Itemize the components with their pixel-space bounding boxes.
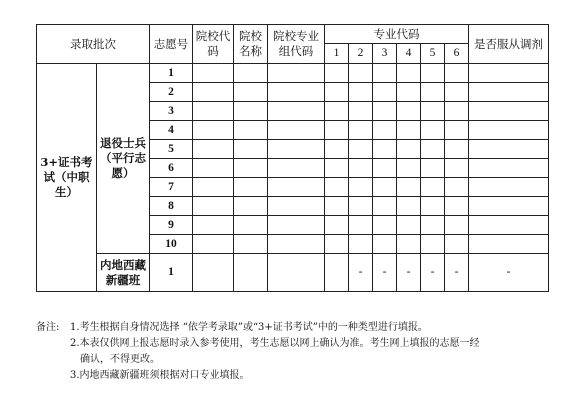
school-code-cell[interactable]	[193, 83, 234, 102]
volunteer-form-table	[36, 24, 549, 292]
major-code-cell-1[interactable]	[325, 102, 349, 121]
major-code-dash-4: -	[397, 254, 421, 292]
major-code-cell-4[interactable]	[397, 64, 421, 83]
major-code-cell-4[interactable]	[397, 140, 421, 159]
adjust-dash: -	[469, 254, 549, 292]
school-code-cell[interactable]	[193, 64, 234, 83]
major-code-dash-6: -	[445, 254, 469, 292]
major-code-cell-1[interactable]	[325, 140, 349, 159]
major-code-cell-3[interactable]	[373, 140, 397, 159]
table-row	[37, 64, 549, 83]
group-code-cell[interactable]	[268, 235, 325, 254]
volunteer-number: 3	[150, 102, 193, 121]
volunteer-number: 1	[150, 64, 193, 83]
major-code-cell-2[interactable]	[349, 83, 373, 102]
adjust-cell[interactable]	[469, 197, 549, 216]
major-code-cell-1[interactable]	[325, 197, 349, 216]
major-code-cell-3[interactable]	[373, 216, 397, 235]
school-name-cell[interactable]	[234, 197, 268, 216]
notes-label: 备注:	[36, 322, 60, 333]
major-code-cell-6[interactable]	[445, 178, 469, 197]
volunteer-number: 2	[150, 83, 193, 102]
school-name-cell[interactable]	[234, 216, 268, 235]
school-code-cell[interactable]	[193, 121, 234, 140]
school-name-cell[interactable]	[234, 178, 268, 197]
school-code-cell[interactable]	[193, 216, 234, 235]
major-col-1: 1	[325, 44, 349, 64]
group-code-cell[interactable]	[268, 178, 325, 197]
header-batch: 录取批次	[37, 25, 150, 64]
volunteer-number: 6	[150, 159, 193, 178]
school-code-cell[interactable]	[193, 197, 234, 216]
school-name-cell[interactable]	[234, 83, 268, 102]
major-code-cell-4[interactable]	[397, 102, 421, 121]
volunteer-number: 1	[150, 254, 193, 292]
major-code-cell-5[interactable]	[421, 64, 445, 83]
header-group-code: 院校专业组代码	[268, 25, 325, 64]
school-name-cell[interactable]	[234, 102, 268, 121]
major-code-cell-3[interactable]	[373, 121, 397, 140]
major-col-3: 3	[373, 44, 397, 64]
school-code-cell[interactable]	[193, 254, 234, 292]
group-code-cell[interactable]	[268, 254, 325, 292]
school-name-cell[interactable]	[234, 64, 268, 83]
adjust-cell[interactable]	[469, 140, 549, 159]
group-code-cell[interactable]	[268, 159, 325, 178]
group-code-cell[interactable]	[268, 140, 325, 159]
school-name-cell[interactable]	[234, 254, 268, 292]
header-volunteer-no: 志愿号	[150, 25, 193, 64]
adjust-cell[interactable]	[469, 235, 549, 254]
adjust-cell[interactable]	[469, 216, 549, 235]
major-code-cell-4[interactable]	[397, 235, 421, 254]
major-code-cell-5[interactable]	[421, 216, 445, 235]
header-school-code: 院校代码	[193, 25, 234, 64]
volunteer-number: 9	[150, 216, 193, 235]
note-item-2: 2.本表仅供网上报志愿时录入参考使用，考生志愿以网上确认为准。考生网上填报的志愿一经	[70, 338, 480, 349]
major-code-cell-5[interactable]	[421, 83, 445, 102]
major-code-cell-1[interactable]	[325, 121, 349, 140]
major-code-cell-5[interactable]	[421, 197, 445, 216]
major-code-cell-6[interactable]	[445, 121, 469, 140]
major-code-cell-6[interactable]	[445, 140, 469, 159]
major-code-cell-1[interactable]	[325, 254, 349, 292]
major-col-5: 5	[421, 44, 445, 64]
major-code-cell-3[interactable]	[373, 64, 397, 83]
note-item-3: 3.内地西藏新疆班须根据对口专业填报。	[70, 370, 250, 381]
school-name-cell[interactable]	[234, 235, 268, 254]
note-item-1: 1.考生根据自身情况选择 “依学考录取”或“3+证书考试”中的一种类型进行填报。	[70, 322, 428, 333]
major-code-cell-4[interactable]	[397, 159, 421, 178]
major-code-cell-5[interactable]	[421, 159, 445, 178]
group-code-cell[interactable]	[268, 83, 325, 102]
major-code-cell-3[interactable]	[373, 197, 397, 216]
notes	[36, 320, 556, 384]
major-code-cell-1[interactable]	[325, 83, 349, 102]
adjust-cell[interactable]	[469, 121, 549, 140]
major-code-cell-1[interactable]	[325, 235, 349, 254]
volunteer-number: 7	[150, 178, 193, 197]
major-code-cell-4[interactable]	[397, 216, 421, 235]
major-code-cell-6[interactable]	[445, 216, 469, 235]
major-code-cell-1[interactable]	[325, 216, 349, 235]
major-code-cell-6[interactable]	[445, 83, 469, 102]
school-code-cell[interactable]	[193, 159, 234, 178]
major-col-2: 2	[349, 44, 373, 64]
school-code-cell[interactable]	[193, 178, 234, 197]
school-name-cell[interactable]	[234, 140, 268, 159]
major-code-cell-3[interactable]	[373, 83, 397, 102]
school-name-cell[interactable]	[234, 121, 268, 140]
major-code-cell-2[interactable]	[349, 197, 373, 216]
sub-batch-retired-soldier: 退役士兵（平行志愿）	[97, 64, 150, 254]
note-item-2-cont: 确认，不得更改。	[80, 354, 160, 365]
school-code-cell[interactable]	[193, 140, 234, 159]
major-code-cell-2[interactable]	[349, 216, 373, 235]
major-code-cell-6[interactable]	[445, 197, 469, 216]
sub-batch-xinjiang-tibet: 内地西藏新疆班	[97, 254, 150, 292]
school-code-cell[interactable]	[193, 102, 234, 121]
major-code-cell-4[interactable]	[397, 83, 421, 102]
major-code-cell-2[interactable]	[349, 64, 373, 83]
adjust-cell[interactable]	[469, 83, 549, 102]
school-name-cell[interactable]	[234, 159, 268, 178]
major-code-dash-3: -	[373, 254, 397, 292]
group-code-cell[interactable]	[268, 121, 325, 140]
major-code-cell-5[interactable]	[421, 102, 445, 121]
adjust-cell[interactable]	[469, 159, 549, 178]
adjust-cell[interactable]	[469, 102, 549, 121]
major-code-cell-3[interactable]	[373, 235, 397, 254]
table-row	[37, 254, 549, 292]
major-code-dash-5: -	[421, 254, 445, 292]
major-code-cell-2[interactable]	[349, 140, 373, 159]
group-code-cell[interactable]	[268, 216, 325, 235]
major-code-cell-2[interactable]	[349, 102, 373, 121]
adjust-cell[interactable]	[469, 178, 549, 197]
volunteer-number: 4	[150, 121, 193, 140]
major-code-cell-5[interactable]	[421, 121, 445, 140]
major-code-cell-6[interactable]	[445, 102, 469, 121]
major-code-cell-6[interactable]	[445, 235, 469, 254]
header-major-code: 专业代码	[325, 25, 469, 44]
major-code-cell-1[interactable]	[325, 64, 349, 83]
volunteer-number: 8	[150, 197, 193, 216]
major-code-cell-4[interactable]	[397, 178, 421, 197]
major-code-cell-6[interactable]	[445, 159, 469, 178]
major-code-cell-4[interactable]	[397, 121, 421, 140]
major-code-cell-3[interactable]	[373, 159, 397, 178]
major-code-cell-2[interactable]	[349, 235, 373, 254]
major-code-cell-2[interactable]	[349, 159, 373, 178]
group-code-cell[interactable]	[268, 102, 325, 121]
header-school-name: 院校名称	[234, 25, 268, 64]
major-code-cell-2[interactable]	[349, 178, 373, 197]
volunteer-number: 10	[150, 235, 193, 254]
major-code-cell-6[interactable]	[445, 64, 469, 83]
major-code-cell-4[interactable]	[397, 197, 421, 216]
major-code-cell-3[interactable]	[373, 102, 397, 121]
major-code-cell-1[interactable]	[325, 159, 349, 178]
major-code-cell-2[interactable]	[349, 121, 373, 140]
major-col-6: 6	[445, 44, 469, 64]
major-code-cell-3[interactable]	[373, 178, 397, 197]
volunteer-number: 5	[150, 140, 193, 159]
group-code-cell[interactable]	[268, 64, 325, 83]
batch-cell: 3+证书考试（中职生）	[37, 64, 97, 292]
major-col-4: 4	[397, 44, 421, 64]
adjust-cell[interactable]	[469, 64, 549, 83]
header-adjust: 是否服从调剂	[469, 25, 549, 64]
major-code-cell-1[interactable]	[325, 178, 349, 197]
major-code-cell-5[interactable]	[421, 140, 445, 159]
major-code-cell-5[interactable]	[421, 235, 445, 254]
school-code-cell[interactable]	[193, 235, 234, 254]
major-code-dash-2: -	[349, 254, 373, 292]
major-code-cell-5[interactable]	[421, 178, 445, 197]
group-code-cell[interactable]	[268, 197, 325, 216]
